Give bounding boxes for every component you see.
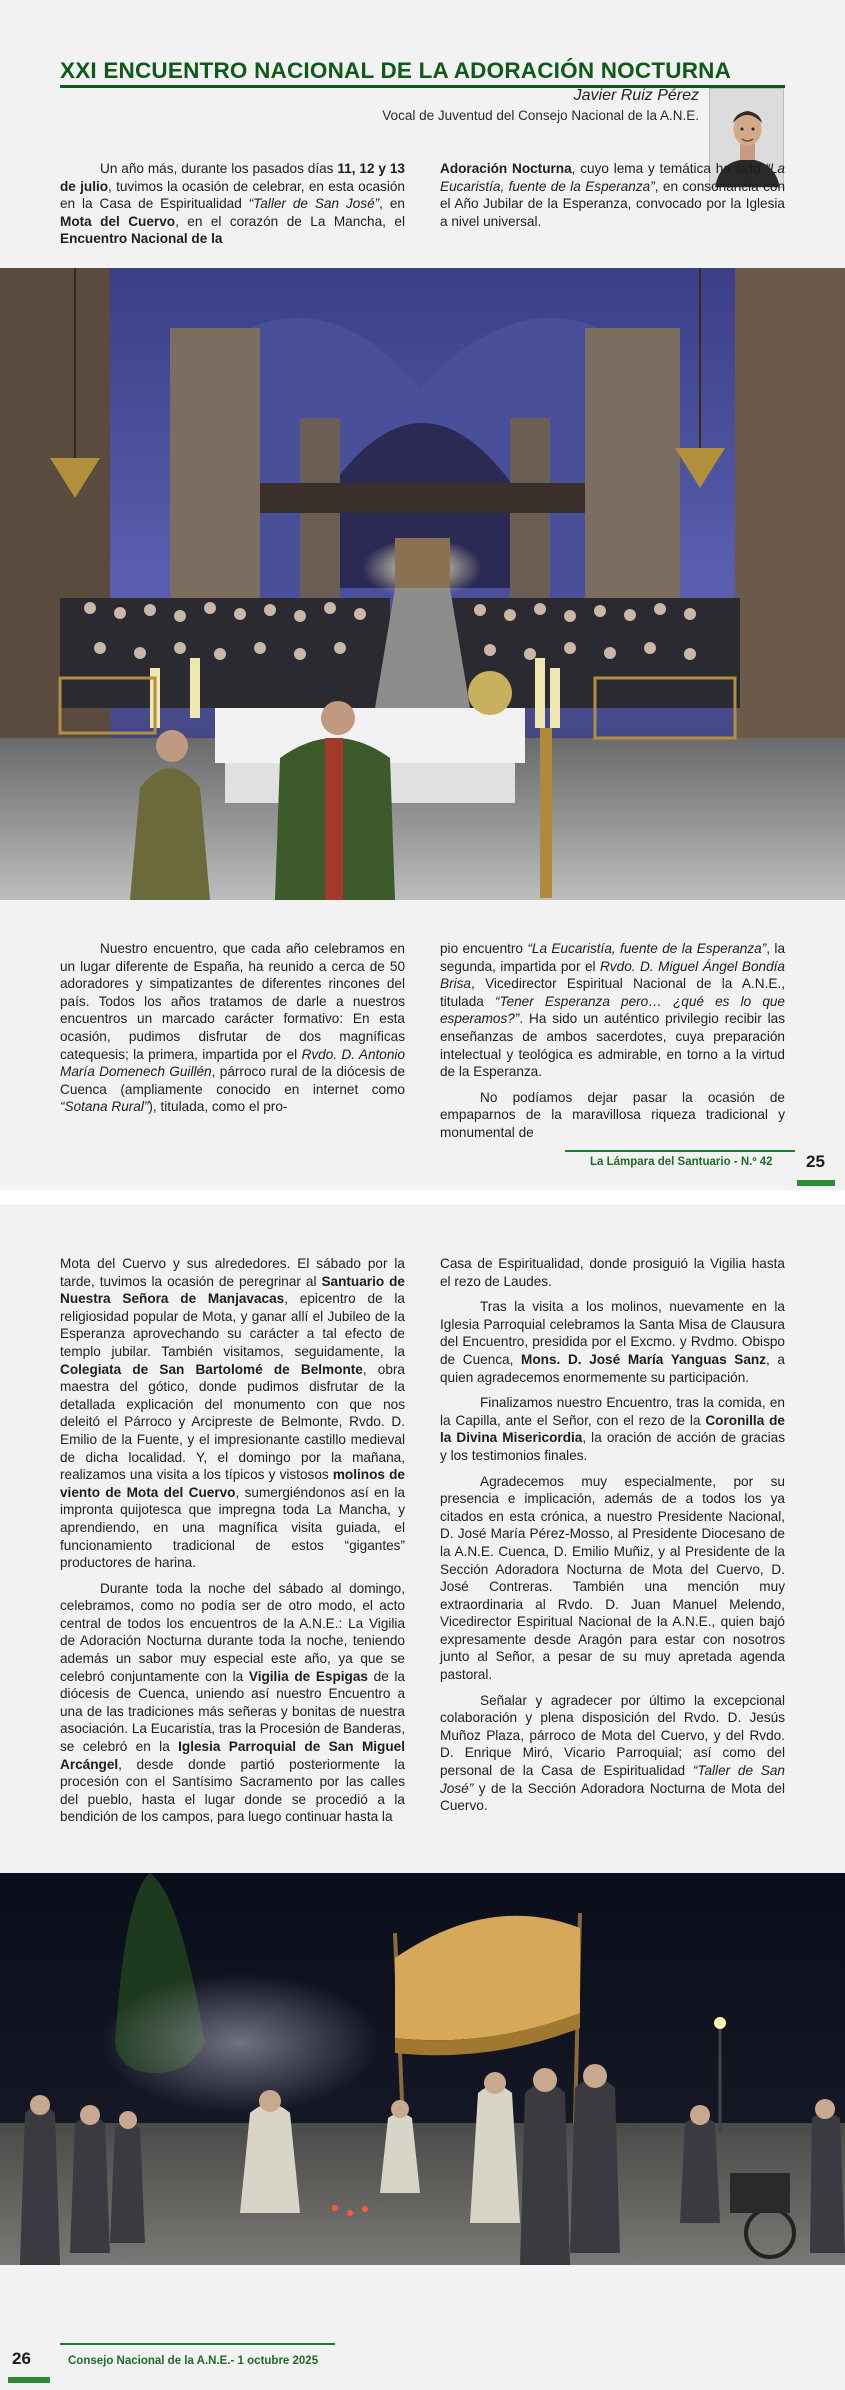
- author-role: Vocal de Juventud del Consejo Nacional de la A.N.E.: [382, 108, 699, 123]
- page-gap: [0, 1190, 845, 1205]
- page-number-bar: [8, 2377, 50, 2383]
- footer-rule: [60, 2343, 335, 2345]
- footer-rule: [565, 1150, 795, 1152]
- page-number: 25: [806, 1152, 825, 1171]
- footer-publication: Consejo Nacional de la A.N.E.- 1 octubre 2025: [68, 2355, 319, 2367]
- night-procession-photo: [0, 1873, 845, 2265]
- page-25: [0, 0, 845, 1190]
- page-number: 26: [12, 2349, 31, 2368]
- page-26: [0, 1205, 845, 2390]
- intro-column-2: Adoración Nocturna, cuyo lema y temática ha sido “La Eucaristía, fuente de la Esperanza”, en consonancia con el Año Jubilar de la Esperanza, convocado por la Iglesia a nivel universal.: [440, 161, 785, 229]
- page25-column-1: Nuestro encuentro, que cada año celebramos en un lugar diferente de España, ha reunido a cerca de 50 adoradores y simpatizantes de diferentes rincones del país. Todos los años tratamos de darle a nuestros encuentros un marcado carácter formativo: En esta ocasión, pudimos disfrutar de dos magníficas catequesis; la primera, impartida por el Rvdo. D. Antonio María Domenech Guillén, párroco rural de la diócesis de Cuenca (ampliamente conocido en internet como “Sotana Rural”), titulada, como el pro-: [60, 941, 406, 1115]
- page-number-bar: [797, 1180, 835, 1186]
- author-name: Javier Ruiz Pérez: [573, 87, 699, 104]
- page26-column-1: Mota del Cuervo y sus alrededores. El sábado por la tarde, tuvimos la ocasión de peregrinar al Santuario de Nuestra Señora de Manjavacas, epicentro de la religiosidad popular de Mota, y ganar allí el Jubileo de la Esperanza aprovechando su carácter a tal efecto de templo jubilar. También visitamos, seguidamente, la Colegiata de San Bartolomé de Belmonte, obra maestra del gótico, donde pudimos disfrutar de la detallada explicación del monumento con que nos deleitó el Párroco y Arcipreste de Belmonte, Rvdo. D. Emilio de la Fuente, y el impresionante castillo medieval de dicha localidad. Y, el domingo por la mañana, realizamos una visita a los típicos y vistosos molinos de viento de Mota del Cuervo, sumergiéndonos así en la impronta quijotesca que impregna toda La Mancha, y aprendiendo, en una magnífica visita guiada, el funcionamiento tradicional de estos “gigantes” productores de harina. Durante toda la noche del sábado al domingo, celebramos, como no podía ser de otro modo, el acto central de todos los encuentros de la A.N.E.: La Vigilia de Adoración Nocturna durante toda la noche, teniendo además un sabor muy especial este año, ya que se celebró conjuntamente con la Vigilia de Espigas de la diócesis de Cuenca, uniendo así nuestro Encuentro a una de las tradiciones más señeras y bonitas de nuestra asociación. La Eucaristía, tras la Procesión de Banderas, se celebró en la Iglesia Parroquial de San Miguel Arcángel, desde donde partió posteriormente la procesión con el Santísimo Sacramento por las calles del pueblo, hasta el lugar donde se procedió a la bendición de los campos, para luego continuar hasta la: [60, 1256, 405, 1825]
- page26-column-2: Casa de Espiritualidad, donde prosiguió la Vigilia hasta el rezo de Laudes. Tras la visita a los molinos, nuevamente en la Iglesia Parroquial celebramos la Santa Misa de Clausura del Encuentro, presidida por el Excmo. y Rvdmo. Obispo de Cuenca, Mons. D. José María Yanguas Sanz, a quien agradecemos enormemente su participación. Finalizamos nuestro Encuentro, tras la comida, en la Capilla, ante el Señor, con el rezo de la Coronilla de la Divina Misericordia, la oración de acción de gracias y los testimonios finales. Agradecemos muy especialmente, por su presencia e implicación, además de a todos los ya citados en esta crónica, a nuestro Presidente Nacional, D. José María Pérez-Mosso, al Presidente Diocesano de la A.N.E. Cuenca, D. Emilio Muñiz, y al Presidente de la Sección Adoradora Nocturna de Mota del Cuervo, D. José Contreras. También una mención muy extraordinaria al Rvdo. D. Juan Manuel Melendo, Vicedirector Espiritual Nacional de la A.N.E., quien bajó expresamente desde Aragón para estar con nosotros junto al Señor, a pesar de su muy apretada agenda pastoral. Señalar y agradecer por último la excepcional colaboración y plena disposición del Rvdo. D. Jesús Muñoz Plaza, párroco de Mota del Cuervo, y del Rvdo. D. Enrique Miró, Vicario Parroquial; así como del personal de la Casa de Espiritualidad “Taller de San José” y de la Sección Adoradora Nocturna de Mota del Cuervo.: [440, 1256, 785, 1814]
- page25-column-2: pio encuentro “La Eucaristía, fuente de la Esperanza”, la segunda, impartida por el Rvdo. D. Miguel Ángel Bondía Brisa, Vicedirector Espiritual Nacional de la A.N.E., titulada “Tener Esperanza pero… ¿qué es lo que esperamos?”. Ha sido un auténtico privilegio recibir las enseñanzas de ambos sacerdotes, cuya preparación intelectual y teológica es admirable, en torno a la virtud de la Esperanza. No podíamos dejar pasar la ocasión de empaparnos de la maravillosa riqueza tradicional y monumental de: [440, 941, 786, 1140]
- article-title: XXI ENCUENTRO NACIONAL DE LA ADORACIÓN NOCTURNA: [60, 58, 785, 88]
- intro-column-1: Un año más, durante los pasados días 11, 12 y 13 de julio, tuvimos la ocasión de celebrar, en esta ocasión en la Casa de Espiritualidad “Taller de San José”, en Mota del Cuervo, en el corazón de La Mancha, el Encuentro Nacional de la: [60, 161, 405, 247]
- footer-publication: La Lámpara del Santuario - N.º 42: [590, 1156, 773, 1168]
- church-interior-photo: [0, 268, 845, 900]
